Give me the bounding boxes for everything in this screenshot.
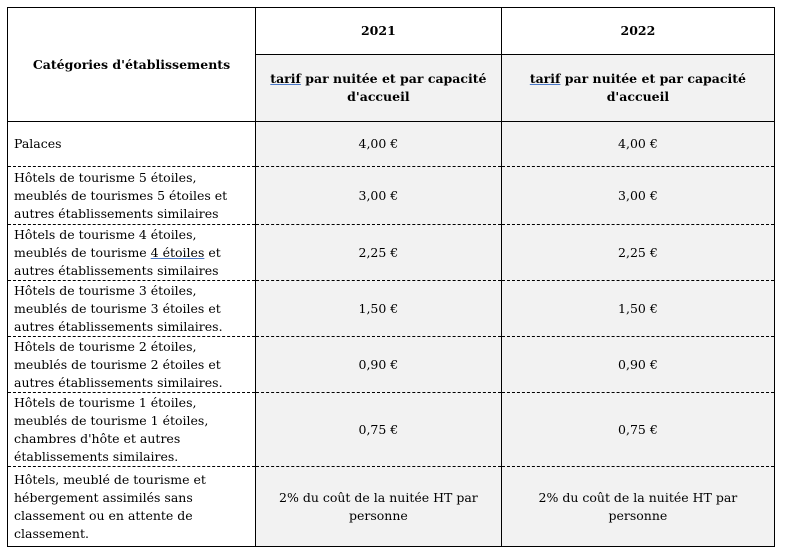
category-column-header: Catégories d'établissements bbox=[8, 8, 256, 122]
rate-2021-cell: 2% du coût de la nuitée HT par personne bbox=[255, 467, 501, 547]
spellcheck-underlined-word: tarif bbox=[529, 71, 561, 86]
tourist-tax-table bbox=[7, 7, 775, 547]
rate-2022-cell: 3,00 € bbox=[501, 167, 774, 225]
tariff-subheader-2021: tarif par nuitée et par capacité d'accueil bbox=[255, 55, 501, 122]
table-row bbox=[8, 281, 775, 337]
rate-2021-cell: 1,50 € bbox=[255, 281, 501, 337]
category-cell: Hôtels de tourisme 4 étoiles, meublés de tourisme 4 étoiles et autres établissements similaires bbox=[8, 225, 256, 281]
category-cell: Palaces bbox=[8, 122, 256, 167]
rate-2022-cell: 0,90 € bbox=[501, 337, 774, 393]
category-cell: Hôtels de tourisme 1 étoiles, meublés de tourisme 1 étoiles, chambres d'hôte et autres établissements similaires. bbox=[8, 393, 256, 467]
rate-2021-cell: 0,90 € bbox=[255, 337, 501, 393]
spellcheck-underlined-word: tarif bbox=[270, 71, 301, 86]
year-2021-header: 2021 bbox=[255, 8, 501, 55]
table-row bbox=[8, 393, 775, 467]
table-row bbox=[8, 225, 775, 281]
table-row bbox=[8, 122, 775, 167]
rate-2021-cell: 4,00 € bbox=[255, 122, 501, 167]
table-row bbox=[8, 167, 775, 225]
category-cell: Hôtels de tourisme 2 étoiles, meublés de tourisme 2 étoiles et autres établissements similaires. bbox=[8, 337, 256, 393]
rate-2022-cell: 0,75 € bbox=[501, 393, 774, 467]
rate-2021-cell: 3,00 € bbox=[255, 167, 501, 225]
year-2022-header: 2022 bbox=[501, 8, 774, 55]
category-cell: Hôtels de tourisme 5 étoiles, meublés de tourismes 5 étoiles et autres établissements similaires bbox=[8, 167, 256, 225]
tariff-subheader-2022: tarif par nuitée et par capacité d'accueil bbox=[501, 55, 774, 122]
rate-2022-cell: 2% du coût de la nuitée HT par personne bbox=[501, 467, 774, 547]
table-row bbox=[8, 337, 775, 393]
rate-2021-cell: 0,75 € bbox=[255, 393, 501, 467]
rate-2022-cell: 1,50 € bbox=[501, 281, 774, 337]
table-row bbox=[8, 467, 775, 547]
category-cell: Hôtels, meublé de tourisme et hébergement assimilés sans classement ou en attente de classement. bbox=[8, 467, 256, 547]
rate-2021-cell: 2,25 € bbox=[255, 225, 501, 281]
header-year-row bbox=[8, 8, 775, 55]
category-cell: Hôtels de tourisme 3 étoiles, meublés de tourisme 3 étoiles et autres établissements similaires. bbox=[8, 281, 256, 337]
rate-2022-cell: 4,00 € bbox=[501, 122, 774, 167]
spellcheck-underlined-text: 4 étoiles bbox=[150, 244, 205, 260]
rate-2022-cell: 2,25 € bbox=[501, 225, 774, 281]
